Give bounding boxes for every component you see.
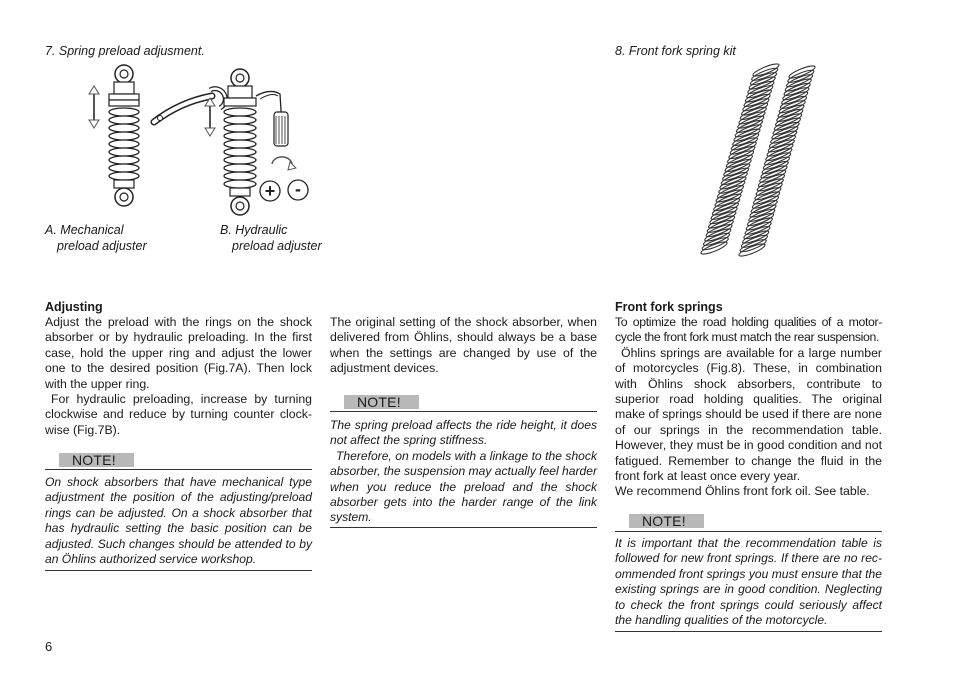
minus-symbol: - [295,179,301,199]
front-fork-springs-illustration [690,62,830,262]
fig8-caption: 8. Front fork spring kit [615,44,736,58]
front-fork-para1: To optimize the road holding qualities of a motor-cycle the front fork must match the rear suspension. [615,315,882,345]
fig7a-label [45,222,147,254]
plus-symbol: + [264,181,276,201]
front-fork-springs-heading: Front fork springs [615,300,723,314]
shock-absorber-hydraulic-illustration [200,66,315,218]
note-text-col3: It is important that the recommendation table is followed for new front springs. If there are no rec-ommended front springs you must ensure that the existing springs are in good condition. Neglecting to check the front springs could seriously affect the handling qualities of the motorcycle. [615,536,882,628]
note-title-col1: NOTE! [59,453,134,467]
original-setting-body [330,315,597,377]
note-bottom-rule-col2 [330,527,597,528]
adjusting-heading: Adjusting [45,300,103,314]
adjusting-para1: Adjust the preload with the rings on the shock absorber or by hydraulic preloading. In the first case, hold the upper ring and adjust the lower one to the desired position (Fig.7A). Then lock with the upper ring. [45,315,312,391]
note-title-col3: NOTE! [629,514,704,528]
fig7b-label-line2: preload adjuster [232,239,322,253]
fig7-caption: 7. Spring preload adjusment. [45,44,205,58]
front-fork-para3: We recommend Öhlins front fork oil. See table. [615,484,870,499]
note-top-rule-col3 [615,531,882,532]
note-text-col2-para1: The spring preload affects the ride height, it does not affect the spring stiffness. [330,418,597,448]
note-bottom-rule-col3 [615,631,882,632]
fig7b-label [220,222,322,254]
note-bottom-rule-col1 [45,570,312,571]
fig7a-label-line2: preload adjuster [57,239,147,253]
note-text-col2 [330,418,597,526]
note-top-rule-col1 [45,469,312,470]
front-fork-para2: Öhlins springs are available for a large number of motorcycles (Fig.8). These, in combination with Öhlins shock absorbers, contribute to superior road holding qualities. The original make of springs should be used if there are none of our springs in the recommendation table. However, they must be in good condition and not fatigued. Remember to change the fluid in the front fork at least once every year. [615,345,882,484]
adjusting-para2: For hydraulic preloading, increase by turning clockwise and reduce by turning counter clock-wise (Fig.7B). [45,392,312,437]
fig7b-label-line1: B. Hydraulic [220,223,288,237]
note-title-col2: NOTE! [344,395,419,409]
note-text-col2-para2: Therefore, on models with a linkage to the shock absorber, the suspension may actually feel harder when you reduce the preload and the shock absorber gets into the harder range of the link system. [330,448,597,525]
note-top-rule-col2 [330,411,597,412]
adjusting-body [45,315,312,438]
original-setting-para: The original setting of the shock absorber, when delivered from Öhlins, should always be a base when the settings are changed by use of the adjustment devices. [330,315,597,376]
page-number: 6 [45,639,53,654]
note-text-col1: On shock absorbers that have mechanical type adjustment the position of the adjusting/preload rings can be adjusted. On a shock absorber that has hydraulic setting the basic position can be adjusted. Such changes should be attended to by an Öhlins authorized service workshop. [45,475,312,567]
front-fork-springs-body [615,315,882,500]
fig7a-label-line1: A. Mechanical [45,223,124,237]
